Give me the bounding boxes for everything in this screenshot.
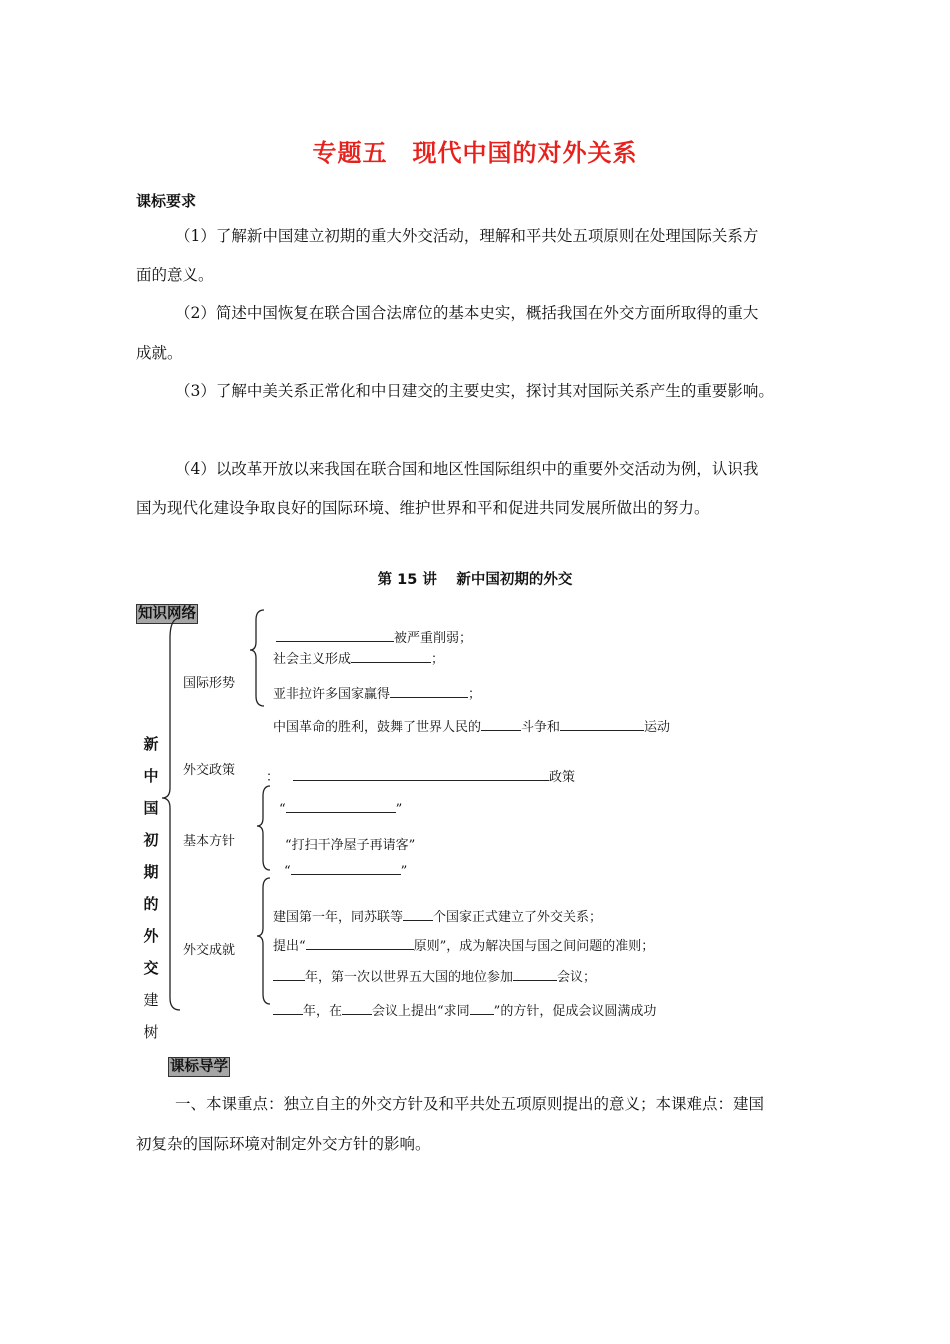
principle-item-3: “ ”	[284, 864, 408, 879]
knowledge-network-label: 知识网络	[138, 606, 196, 622]
situation-item-2: 社会主义形成 ；	[273, 652, 445, 667]
fill-blank	[390, 685, 468, 698]
standard-2-line-2: 成就。	[136, 344, 183, 362]
root-char: 国	[143, 799, 159, 817]
policy-line: ： 政策	[266, 770, 576, 785]
root-brace	[162, 618, 180, 1010]
achievement-item-3: 年，第一次以世界五大国的地位参加 会议；	[273, 966, 596, 985]
branch-diplomatic-achievement: 外交成就	[183, 943, 236, 958]
root-char: 新	[143, 735, 159, 753]
fill-blank	[351, 650, 431, 663]
fill-blank	[306, 937, 414, 950]
achievement-item-2: 提出“ 原则”，成为解决国与国之间问题的准则；	[273, 939, 655, 954]
fill-blank	[470, 1002, 494, 1015]
revolution-line: 中国革命的胜利，鼓舞了世界人民的 斗争和 运动	[273, 720, 671, 735]
fill-blank	[291, 862, 401, 875]
situation-brace	[250, 610, 264, 706]
branch-international-situation: 国际形势	[183, 676, 236, 691]
situation-item-1: 被严重削弱；	[276, 627, 472, 646]
branch-foreign-policy: 外交政策	[183, 763, 236, 778]
guide-line-1: 一、本课重点：独立自主的外交方针及和平共处五项原则提出的意义；本课难点：建国	[175, 1095, 765, 1113]
fill-blank	[513, 968, 557, 981]
standards-heading: 课标要求	[136, 192, 197, 210]
fill-blank	[403, 908, 433, 921]
root-char: 树	[143, 1023, 159, 1041]
root-char: 建	[143, 991, 159, 1009]
page-title: 专题五 现代中国的对外关系	[312, 139, 638, 167]
fill-blank	[273, 968, 305, 981]
fill-blank	[342, 1002, 372, 1015]
achievement-item-4: 年，在 会议上提出“求同 ”的方针，促成会议圆满成功	[273, 1000, 656, 1019]
standard-2-line-1: （2）简述中国恢复在联合国合法席位的基本史实，概括我国在外交方面所取得的重大	[175, 304, 759, 322]
principle-item-2: “打扫干净屋子再请客”	[285, 838, 416, 853]
fill-blank	[481, 718, 521, 731]
fill-blank	[293, 768, 549, 781]
root-char: 中	[143, 767, 159, 785]
standard-3-line-1: （3）了解中美关系正常化和中日建交的主要史实，探讨其对国际关系产生的重要影响。	[175, 382, 774, 400]
standard-4-line-1: （4）以改革开放以来我国在联合国和地区性国际组织中的重要外交活动为例，认识我	[175, 460, 759, 478]
fill-blank	[276, 629, 394, 642]
lecture-title: 第 15 讲 新中国初期的外交	[377, 572, 573, 588]
standard-1-line-1: （1）了解新中国建立初期的重大外交活动，理解和平共处五项原则在处理国际关系方	[175, 227, 759, 245]
guide-label: 课标导学	[170, 1059, 228, 1075]
achievement-item-1: 建国第一年，同苏联等 个国家正式建立了外交关系；	[273, 910, 603, 925]
branch-basic-principle: 基本方针	[183, 834, 236, 849]
root-char: 交	[143, 959, 159, 977]
principle-brace	[257, 786, 270, 870]
root-char: 外	[143, 927, 159, 945]
root-char: 初	[143, 831, 159, 849]
fill-blank	[286, 800, 396, 813]
root-char: 期	[143, 863, 159, 881]
standard-4-line-2: 国为现代化建设争取良好的国际环境、维护世界和平和促进共同发展所做出的努力。	[136, 499, 710, 517]
standard-1-line-2: 面的意义。	[136, 266, 214, 284]
fill-blank	[273, 1002, 303, 1015]
principle-item-1: “ ”	[279, 802, 403, 817]
guide-line-2: 初复杂的国际环境对制定外交方针的影响。	[136, 1135, 431, 1153]
situation-item-3: 亚非拉许多国家赢得 ；	[273, 687, 482, 702]
achievement-brace	[257, 878, 270, 1004]
fill-blank	[560, 718, 644, 731]
root-char: 的	[143, 895, 159, 913]
